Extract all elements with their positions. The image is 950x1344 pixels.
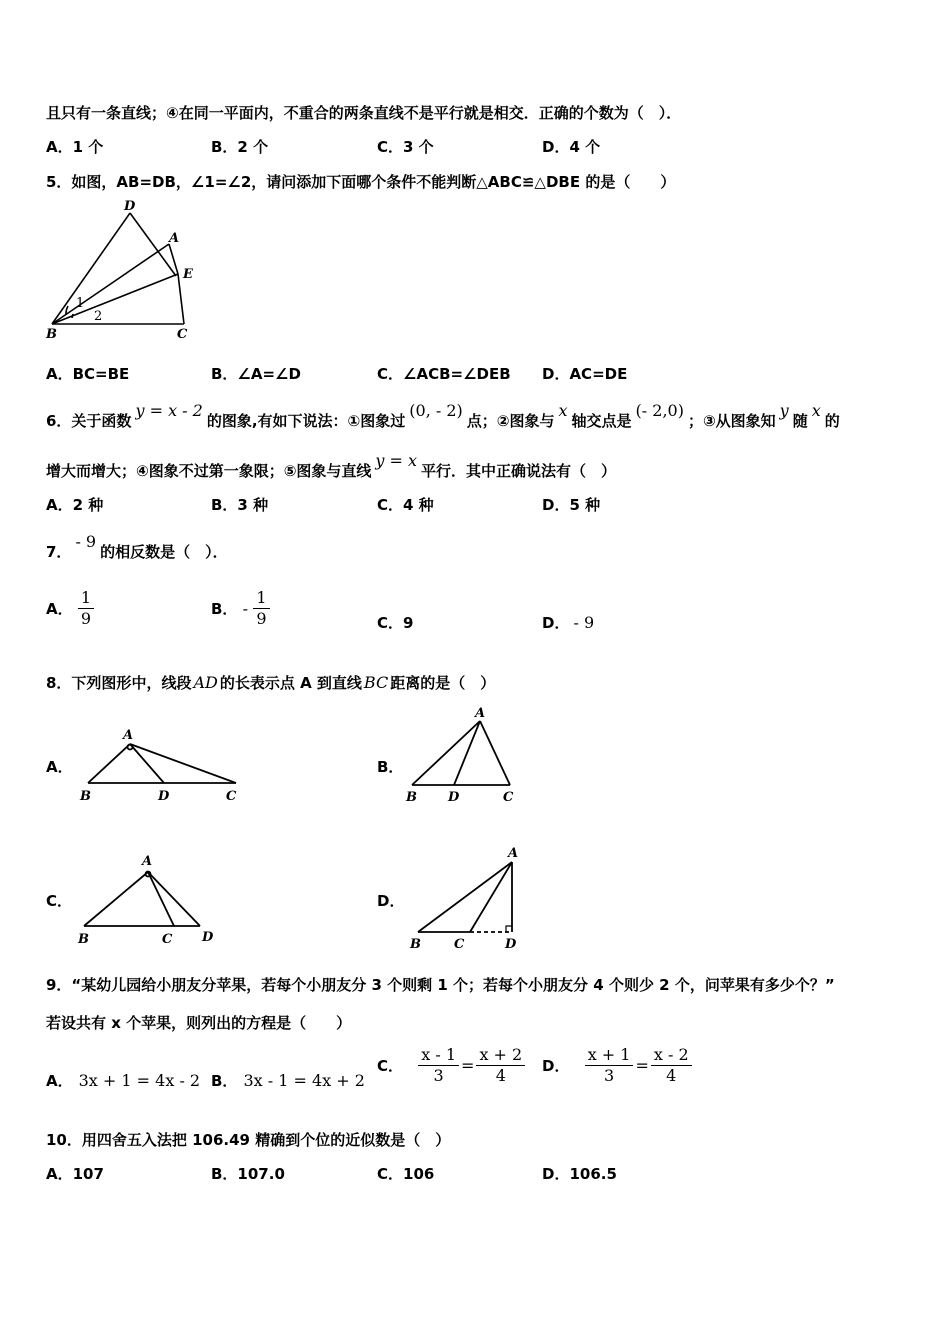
q9-c-den-2: 4 [495,1066,506,1085]
q6-text-3: 点；②图象与 [466,412,555,430]
q6-y-var: y [779,401,789,420]
q6-point-2: (- 2,0) [635,401,684,420]
q9-d-num-1: x + 1 [585,1045,634,1066]
q8a-label-d: D [158,789,170,804]
q8-text-3: 距离的是（ ） [390,674,496,692]
q6-text-6: 随 [792,412,808,430]
q7-b-numerator: 1 [256,588,267,607]
q7-option-a-label: A． [46,600,73,618]
q9-c-num-2: x + 2 [476,1045,525,1066]
q8c-label-b: B [78,932,89,946]
q9-option-d-label: D． [542,1057,570,1075]
q7-number: 7． [46,543,72,561]
q5-label-e: E [183,267,193,282]
q6-option-b[interactable]: B．3 种 [211,496,269,514]
q8-figure-a[interactable] [76,722,246,806]
q9-option-a[interactable] [46,1070,200,1091]
q8-text-2: 的长表示点 A 到直线 [219,674,362,692]
q9-option-b-label: B． [211,1072,238,1090]
q9-c-den-1: 3 [433,1066,444,1085]
q9-c-fraction-left [418,1045,459,1086]
q7-option-c[interactable]: C．9 [377,614,414,632]
q6-function-2: y = x [375,451,418,470]
q8c-label-a: A [142,854,153,869]
q7-option-b-fraction [253,588,269,629]
q8d-label-c: C [454,937,465,952]
q9-d-den-2: 4 [666,1066,677,1085]
intro-option-a[interactable]: A．1 个 [46,138,104,156]
q5-text: 5．如图，AB=DB，∠1=∠2，请问添加下面哪个条件不能判断△ABC≌△DBE 的是（ ） [46,173,676,191]
q6-line1 [46,401,840,431]
q8c-label-d: D [202,930,214,945]
q8-option-c-label[interactable]: C． [46,892,73,910]
q9-option-b-equation: 3x - 1 = 4x + 2 [243,1071,365,1090]
q5-option-c[interactable]: C．∠ACB=∠DEB [377,365,511,383]
q8a-label-b: B [80,789,91,804]
q5-option-b[interactable]: B．∠A=∠D [211,365,301,383]
intro-option-d[interactable]: D．4 个 [542,138,601,156]
q9-d-fraction-right [651,1045,692,1086]
q10-text: 10．用四舍五入法把 106.49 精确到个位的近似数是（ ） [46,1131,451,1149]
q6-option-a[interactable]: A．2 种 [46,496,104,514]
q8d-label-a: A [508,846,519,861]
q7-option-d[interactable] [542,612,594,633]
q8b-label-c: C [503,790,514,805]
q8b-label-b: B [406,790,417,805]
q7-option-d-value: - 9 [573,613,595,632]
q7-option-b[interactable] [211,588,270,629]
q8-line [46,672,495,693]
q6-line2-text-b: 平行．其中正确说法有（ ） [421,462,617,480]
q8-figure-d[interactable] [404,844,534,952]
q8-text-1: 8．下列图形中，线段 [46,674,192,692]
q9-line1: 9．“某幼儿园给小朋友分苹果，若每个小朋友分 3 个则剩 1 个；若每个小朋友分 4 个则少 2 个，问苹果有多少个？” [46,976,835,994]
q8-figure-b[interactable] [402,704,522,806]
q8-option-b-label[interactable]: B． [377,758,404,776]
q5-label-angle2: 2 [94,309,103,324]
q9-option-a-label: A． [46,1072,73,1090]
q6-function: y = x - 2 [135,401,203,420]
q5-label-c: C [177,327,188,342]
q8-bc: BC [363,673,389,692]
q7-a-denominator: 9 [78,608,94,629]
q8c-label-c: C [162,932,173,946]
q9-option-b[interactable] [211,1070,365,1091]
q8-option-d-label[interactable]: D． [377,892,405,910]
q7-text: 的相反数是（ ）． [100,543,228,561]
q10-option-d[interactable]: D．106.5 [542,1165,617,1183]
q10-option-c[interactable]: C．106 [377,1165,435,1183]
q6-point-1: (0, - 2) [409,401,463,420]
q6-text-1: 6．关于函数 [46,412,132,430]
q5-label-d: D [124,199,136,214]
q8b-label-d: D [448,790,460,805]
q6-x-var-2: x [811,401,821,420]
q8d-label-b: B [410,937,421,952]
intro-option-c[interactable]: C．3 个 [377,138,434,156]
q5-figure [44,196,204,342]
q9-d-equals: = [635,1056,649,1075]
q8a-label-c: C [226,789,237,804]
q6-text-5: ；③从图象知 [687,412,776,430]
q6-x-var: x [558,401,568,420]
q9-option-d[interactable] [542,1045,692,1086]
q9-c-fraction-right [476,1045,525,1086]
q5-label-b: B [46,327,57,342]
q5-label-angle1: 1 [76,296,85,311]
q7-option-a[interactable] [46,588,94,629]
q7-option-d-label: D． [542,614,570,632]
q8a-label-a: A [123,728,134,743]
q7-option-b-sign: - [242,599,249,618]
q7-b-denominator: 9 [253,608,269,629]
q6-text-7: 的 [824,412,840,430]
q8-figure-c[interactable] [76,850,226,946]
q6-line2-text-a: 增大而增大；④图象不过第一象限；⑤图象与直线 [46,462,372,480]
intro-option-b[interactable]: B．2 个 [211,138,269,156]
q6-option-d[interactable]: D．5 种 [542,496,601,514]
q9-d-den-1: 3 [603,1066,615,1085]
q7-value: - 9 [75,532,97,551]
q7-option-a-fraction [78,588,94,629]
q8b-label-a: A [475,706,486,721]
q8d-label-d: D [505,937,517,952]
q5-option-d[interactable]: D．AC=DE [542,365,628,383]
q7-line [46,532,228,562]
q6-text-2: 的图象,有如下说法：①图象过 [206,412,406,430]
q6-option-c[interactable]: C．4 种 [377,496,434,514]
q10-option-b[interactable]: B．107.0 [211,1165,285,1183]
q9-option-c-label: C． [377,1057,404,1075]
q9-option-a-equation: 3x + 1 = 4x - 2 [78,1071,201,1090]
q8-option-a-label[interactable]: A． [46,758,73,776]
q6-text-4: 轴交点是 [571,412,632,430]
q9-c-equals: = [461,1056,475,1075]
q7-option-b-label: B． [211,600,238,618]
q9-c-num-1: x - 1 [418,1045,459,1066]
q9-d-num-2: x - 2 [651,1045,692,1066]
q8-ad: AD [193,673,218,692]
intro-line: 且只有一条直线；④在同一平面内，不重合的两条直线不是平行就是相交．正确的个数为（ ）． [46,104,682,122]
q6-line2 [46,451,617,481]
q9-line2: 若设共有 x 个苹果，则列出的方程是（ ） [46,1014,352,1032]
q10-option-a[interactable]: A．107 [46,1165,104,1183]
q9-d-fraction-left [585,1045,634,1086]
q5-label-a: A [169,231,180,246]
q7-a-numerator: 1 [80,588,92,607]
q5-option-a[interactable]: A．BC=BE [46,365,130,383]
q9-option-c[interactable] [377,1045,525,1086]
